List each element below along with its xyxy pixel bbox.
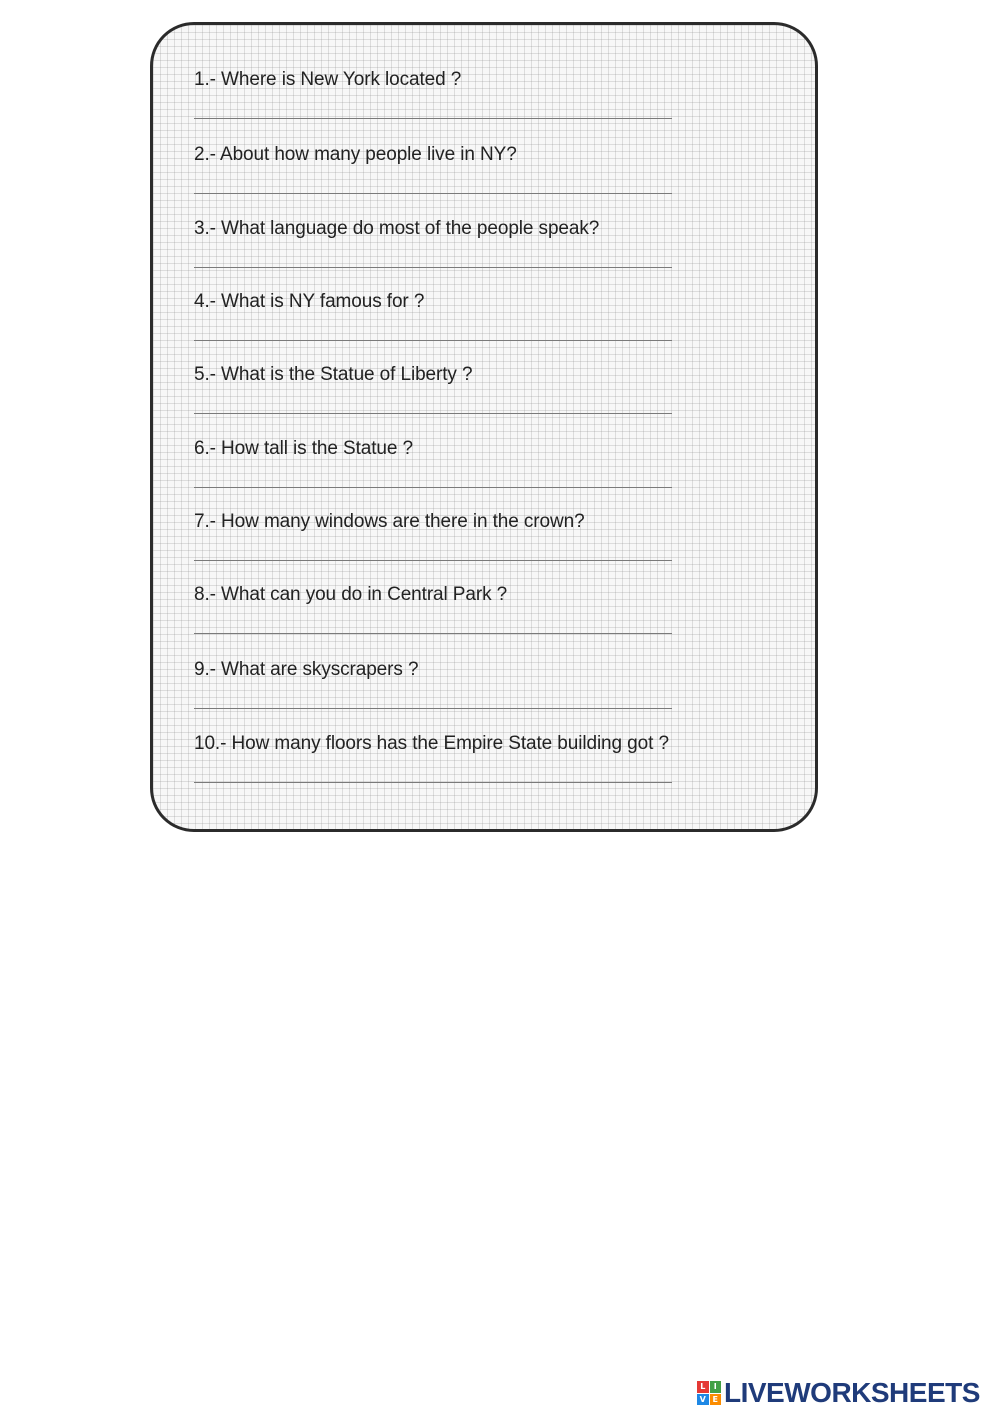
- question-text: 1.- Where is New York located ?: [194, 69, 462, 90]
- question-text: 6.- How tall is the Statue ?: [194, 438, 413, 459]
- question-text: 9.- What are skyscrapers ?: [194, 659, 419, 680]
- answer-line: [194, 118, 672, 119]
- answer-input[interactable]: [194, 676, 676, 708]
- answer-input[interactable]: [194, 455, 676, 487]
- logo-letter: L: [697, 1381, 709, 1393]
- question-item: [194, 218, 774, 240]
- answer-line: [194, 782, 672, 783]
- answer-input[interactable]: [194, 381, 676, 413]
- answer-line: [194, 340, 672, 341]
- question-text: 7.- How many windows are there in the crown?: [194, 511, 585, 532]
- liveworksheets-logo-icon: [697, 1381, 721, 1405]
- brand-name: LIVEWORKSHEETS: [724, 1377, 980, 1408]
- answer-input[interactable]: [194, 235, 676, 267]
- question-item: [194, 364, 774, 386]
- question-item: [194, 291, 774, 313]
- answer-input[interactable]: [194, 308, 676, 340]
- answer-line: [194, 413, 672, 414]
- answer-line: [194, 193, 672, 194]
- liveworksheets-brand: [697, 1378, 980, 1408]
- answer-input[interactable]: [194, 161, 676, 193]
- logo-letter: I: [710, 1381, 722, 1393]
- question-text: 4.- What is NY famous for ?: [194, 291, 425, 312]
- question-text: 5.- What is the Statue of Liberty ?: [194, 364, 473, 385]
- answer-line: [194, 487, 672, 488]
- question-item: [194, 733, 774, 755]
- answer-input[interactable]: [194, 86, 676, 118]
- logo-letter: E: [710, 1394, 722, 1406]
- question-text: 2.- About how many people live in NY?: [194, 144, 517, 165]
- answer-input[interactable]: [194, 528, 676, 560]
- question-item: [194, 69, 774, 91]
- question-item: [194, 659, 774, 681]
- answer-line: [194, 708, 672, 709]
- question-item: [194, 144, 774, 166]
- answer-input[interactable]: [194, 750, 676, 782]
- answer-line: [194, 560, 672, 561]
- answer-line: [194, 267, 672, 268]
- question-text: 3.- What language do most of the people speak?: [194, 218, 600, 239]
- question-text: 8.- What can you do in Central Park ?: [194, 584, 508, 605]
- logo-letter: V: [697, 1394, 709, 1406]
- question-item: [194, 438, 774, 460]
- answer-input[interactable]: [194, 601, 676, 633]
- answer-line: [194, 633, 672, 634]
- worksheet-card: [150, 22, 818, 832]
- question-text: 10.- How many floors has the Empire State building got ?: [194, 733, 669, 754]
- question-item: [194, 584, 774, 606]
- question-item: [194, 511, 774, 533]
